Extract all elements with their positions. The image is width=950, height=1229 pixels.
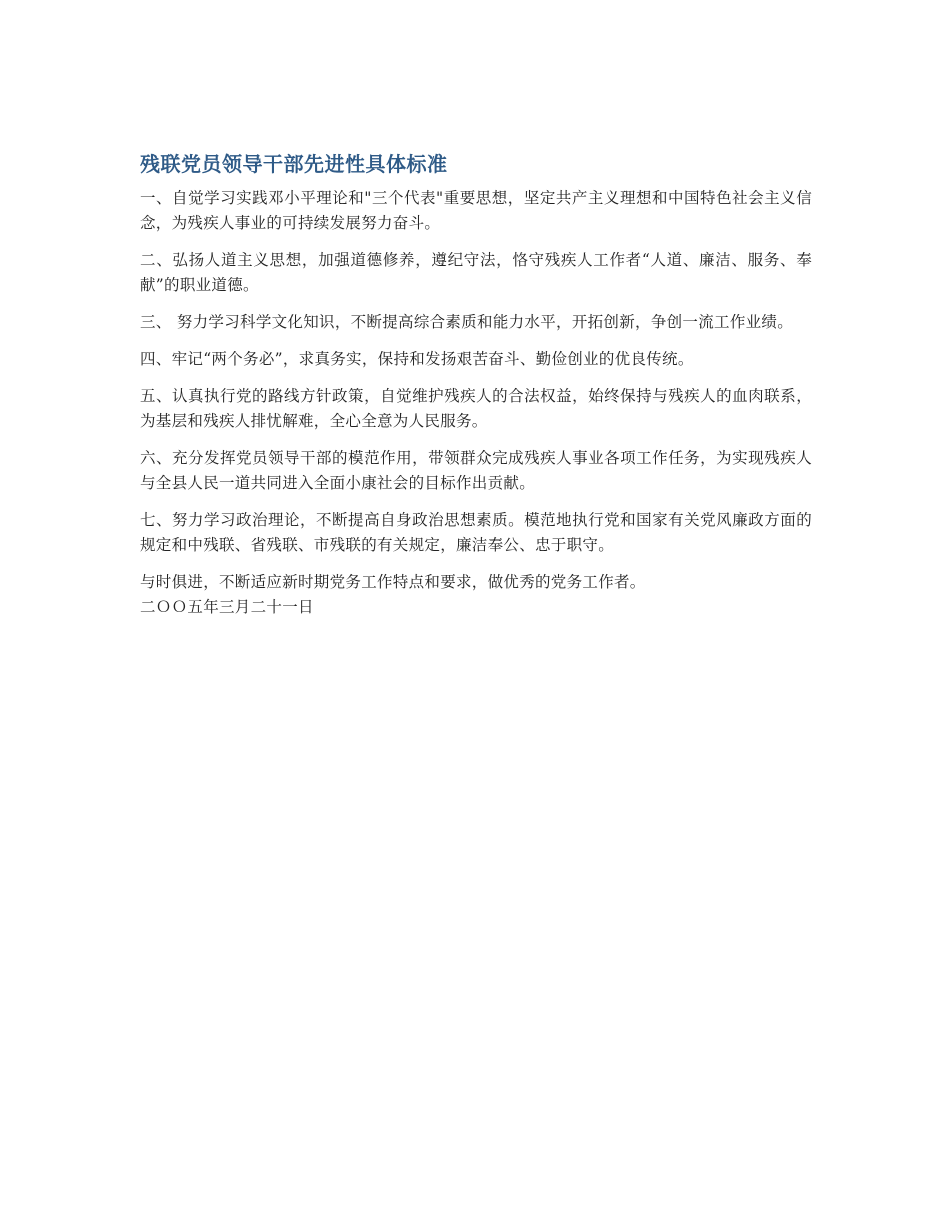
document-title: 残联党员领导干部先进性具体标准 (140, 152, 448, 176)
document-page (140, 148, 812, 620)
standard-item-4: 四、牢记“两个务必”，求真务实，保持和发扬艰苦奋斗、勤俭创业的优良传统。 (140, 350, 694, 368)
standard-item-3: 三、 努力学习科学文化知识，不断提高综合素质和能力水平，开拓创新，争创一流工作业绩。 (140, 313, 794, 331)
standard-item-5: 五、认真执行党的路线方针政策，自觉维护残疾人的合法权益，始终保持与残疾人的血肉联系，为基层和残疾人排忧解难，全心全意为人民服务。 (140, 387, 812, 430)
standard-item-7: 七、努力学习政治理论，不断提高自身政治思想素质。模范地执行党和国家有关党风廉政方面的规定和中残联、省残联、市残联的有关规定，廉洁奉公、忠于职守。 (140, 511, 812, 554)
standard-item-2: 二、弘扬人道主义思想，加强道德修养，遵纪守法，恪守残疾人工作者“人道、廉洁、服务、奉献”的职业道德。 (140, 251, 812, 294)
document-date: 二ＯＯ五年三月二十一日 (140, 598, 314, 616)
standard-item-6: 六、充分发挥党员领导干部的模范作用，带领群众完成残疾人事业各项工作任务，为实现残疾人与全县人民一道共同进入全面小康社会的目标作出贡献。 (140, 449, 812, 492)
closing-statement: 与时俱进，不断适应新时期党务工作特点和要求，做优秀的党务工作者。 (140, 573, 646, 591)
standard-item-1: 一、自觉学习实践邓小平理论和"三个代表"重要思想，坚定共产主义理想和中国特色社会主义信念，为残疾人事业的可持续发展努力奋斗。 (140, 189, 812, 232)
